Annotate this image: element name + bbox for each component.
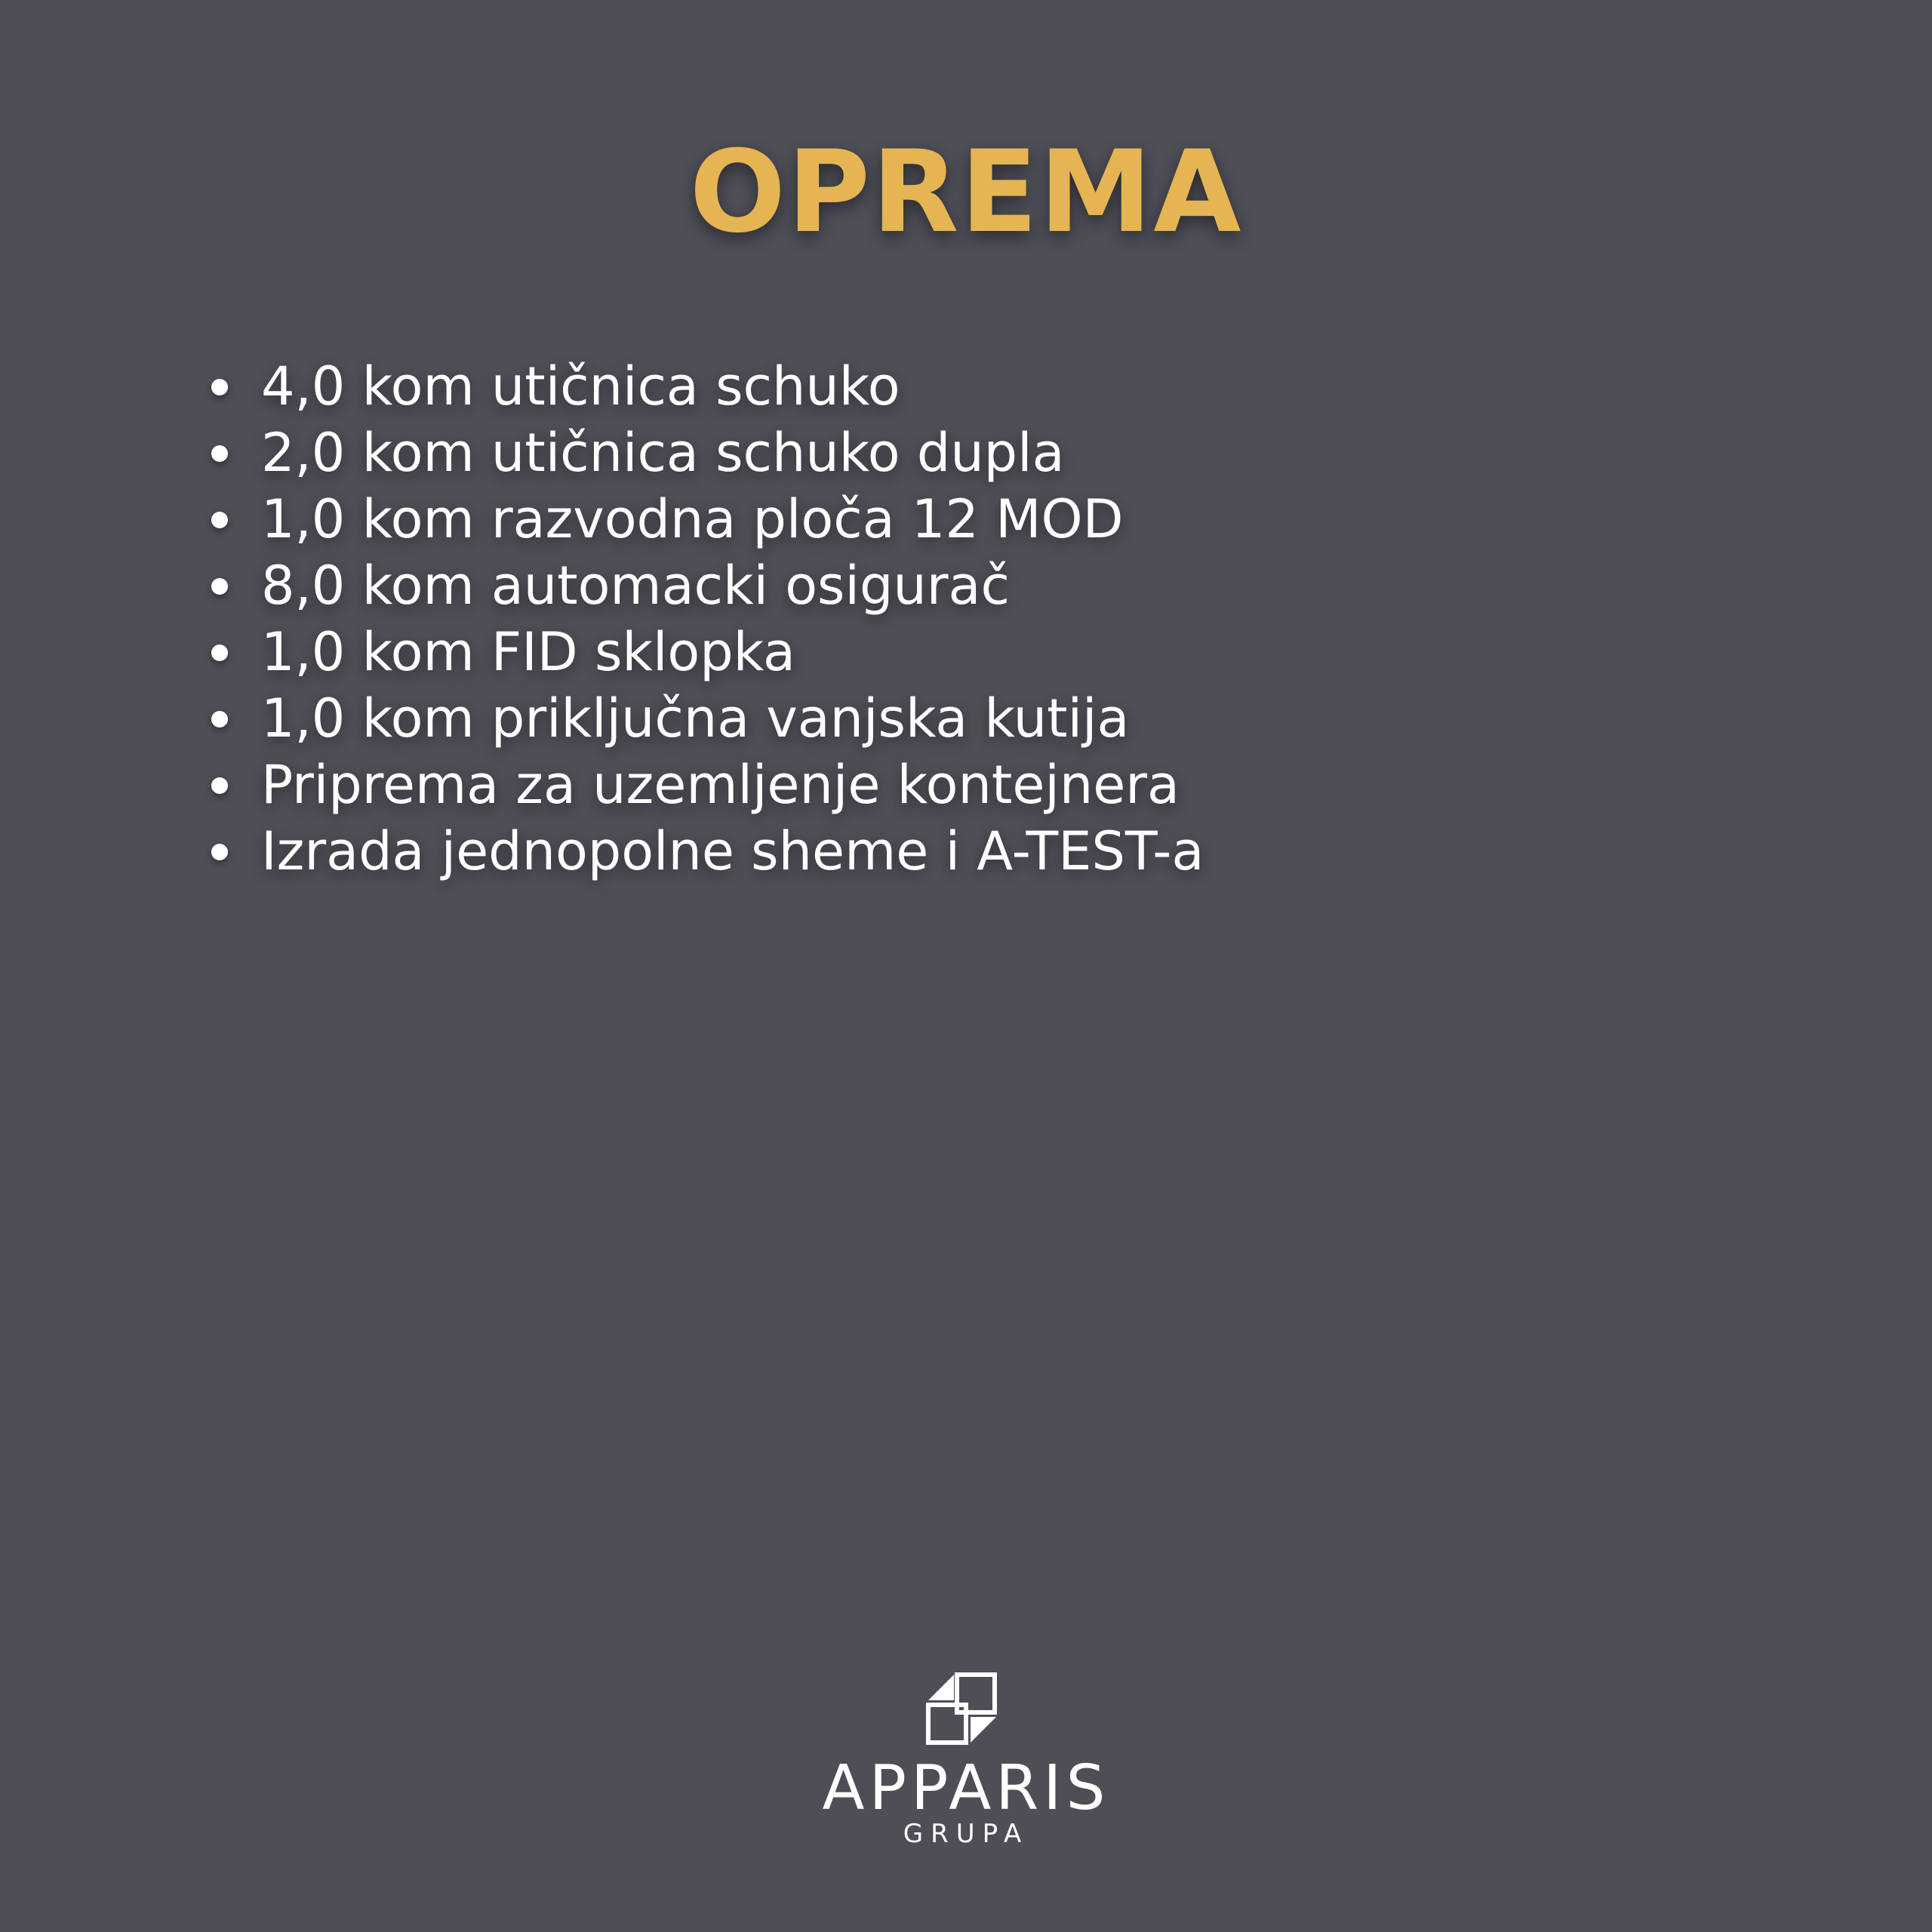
list-item-text: Priprema za uzemljenje kontejnera — [261, 754, 1180, 816]
bullet-icon — [211, 578, 228, 595]
apparis-logo-icon — [921, 1672, 1011, 1755]
list-item — [204, 486, 1638, 552]
list-item-text: 1,0 kom priključna vanjska kutija — [261, 688, 1130, 749]
list-item — [204, 420, 1638, 486]
list-item — [204, 619, 1638, 685]
list-item — [204, 752, 1638, 818]
bullet-icon — [211, 645, 228, 661]
bullet-icon — [211, 844, 228, 860]
logo-triangle-bottom-icon — [971, 1717, 996, 1743]
equipment-list — [204, 353, 1638, 884]
bullet-icon — [211, 512, 228, 528]
bullet-icon — [211, 379, 228, 395]
logo-name: APPARIS — [822, 1752, 1110, 1824]
list-item-text: 8,0 kom automacki osigurač — [261, 555, 1010, 617]
list-item-text: 2,0 kom utičnica schuko dupla — [261, 422, 1065, 484]
company-logo — [777, 1672, 1155, 1853]
list-item-text: Izrada jednopolne sheme i A-TEST-a — [261, 820, 1204, 882]
list-item-text: 4,0 kom utičnica schuko — [261, 355, 900, 417]
logo-triangle-top-icon — [928, 1675, 954, 1700]
bullet-icon — [211, 445, 228, 462]
list-item — [204, 685, 1638, 752]
logo-subtitle: GRUPA — [903, 1819, 1029, 1849]
list-item — [204, 552, 1638, 619]
bullet-icon — [211, 777, 228, 794]
bullet-icon — [211, 711, 228, 728]
list-item — [204, 353, 1638, 420]
list-item — [204, 818, 1638, 884]
page-title: OPREMA — [689, 127, 1243, 258]
list-item-text: 1,0 kom FID sklopka — [261, 621, 795, 683]
list-item-text: 1,0 kom razvodna ploča 12 MOD — [261, 488, 1124, 550]
